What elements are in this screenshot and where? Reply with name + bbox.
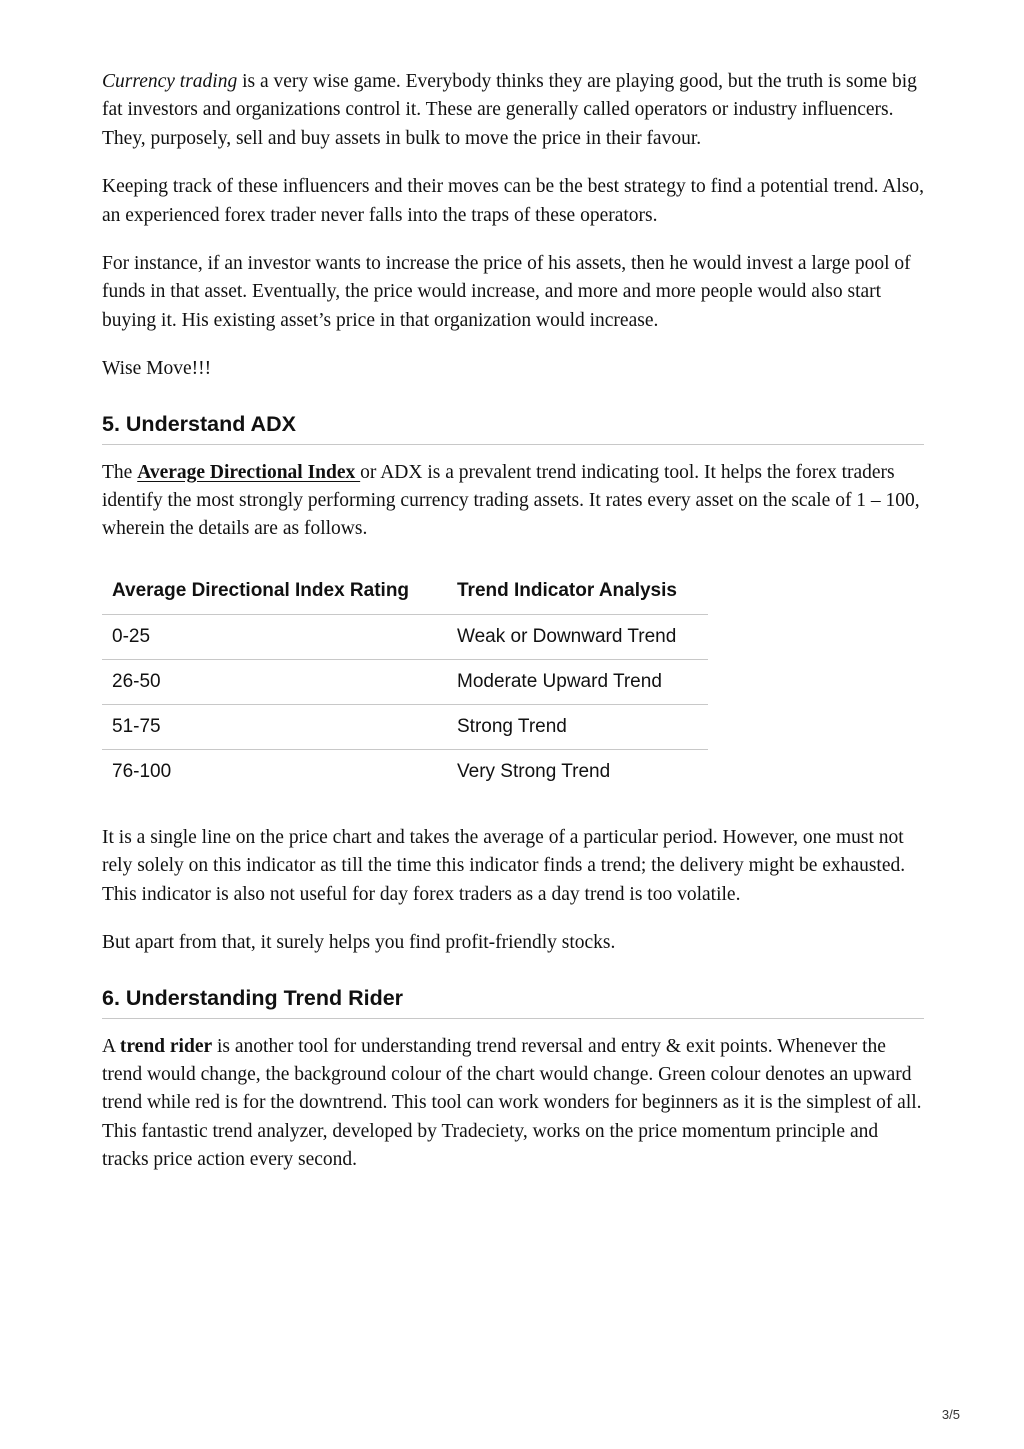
section-6-p1-post: is another tool for understanding trend reversal and entry & exit points. Whenever the trend would change, the background colour of the chart would change. Green colour denotes an upward trend while red is for the downtrend. This tool can work wonders for beginners as it is the simplest of all. This fantastic trend analyzer, developed by Tradeciety, works on the price momentum principle and tracks price action every second. [102, 1035, 922, 1171]
table-header-rating: Average Directional Index Rating [102, 570, 447, 615]
intro-paragraph-2: Keeping track of these influencers and their moves can be the best strategy to find a potential trend. Also, an experienced forex trader never falls into the traps of these operators. [102, 176, 924, 226]
table-cell-rating: 26-50 [102, 659, 447, 704]
table-cell-analysis: Moderate Upward Trend [447, 659, 708, 704]
table-header-analysis: Trend Indicator Analysis [447, 570, 708, 615]
section-5-header [102, 412, 924, 445]
table-cell-rating: 51-75 [102, 704, 447, 749]
table-row [102, 659, 708, 704]
section-6-heading: 6. Understanding Trend Rider [102, 986, 924, 1019]
intro-paragraph-1-text: is a very wise game. Everybody thinks they are playing good, but the truth is some big fat investors and organizations control it. These are generally called operators or industry influencers. They, purposely, sell and buy assets in bulk to move the price in their favour. [102, 71, 917, 149]
trend-rider-term: trend rider [119, 1035, 213, 1057]
section-5-paragraph-3: But apart from that, it surely helps you find profit-friendly stocks. [102, 932, 616, 954]
intro-paragraph-4: Wise Move!!! [102, 358, 212, 380]
section-5-paragraph-1 [102, 459, 924, 544]
table-row [102, 614, 708, 659]
intro-paragraph-3: For instance, if an investor wants to increase the price of his assets, then he would invest a large pool of funds in that asset. Eventually, the price would increase, and more and more people would also start buying it. His existing asset’s price in that organization would increase. [102, 253, 911, 331]
table-cell-analysis: Weak or Downward Trend [447, 614, 708, 659]
page-number: 3/5 [941, 1407, 960, 1422]
table-cell-rating: 76-100 [112, 760, 172, 782]
adx-link[interactable]: Average Directional Index [137, 461, 361, 483]
article-body [102, 68, 924, 1195]
intro-italic-term: Currency trading [102, 71, 238, 92]
table-row [102, 704, 708, 749]
section-6-header [102, 986, 924, 1019]
table-header-row [102, 570, 708, 615]
section-5-p1-post: or ADX is a prevalent trend indicating tool. It helps the forex traders identify the most strongly performing currency trading assets. It rates every asset on the scale of 1 – 100, wherein the details are as follows. [102, 461, 920, 540]
table-row [102, 749, 708, 794]
section-5-heading: 5. Understand ADX [102, 412, 924, 445]
section-5-paragraph-2: It is a single line on the price chart and takes the average of a particular period. However, one must not rely solely on this indicator as till the time this indicator finds a trend; the delivery might be exhausted. This indicator is also not useful for day forex traders as a day trend is too volatile. [102, 826, 906, 905]
section-6-paragraph-1 [102, 1033, 924, 1175]
table-cell-rating: 0-25 [102, 614, 447, 659]
section-5-p1-pre: The [102, 461, 138, 483]
section-6-p1-pre: A [102, 1035, 120, 1057]
table-cell-analysis: Very Strong Trend [457, 760, 611, 782]
table-cell-analysis: Strong Trend [447, 704, 708, 749]
adx-rating-table [102, 570, 708, 794]
intro-paragraph-1 [102, 68, 924, 153]
